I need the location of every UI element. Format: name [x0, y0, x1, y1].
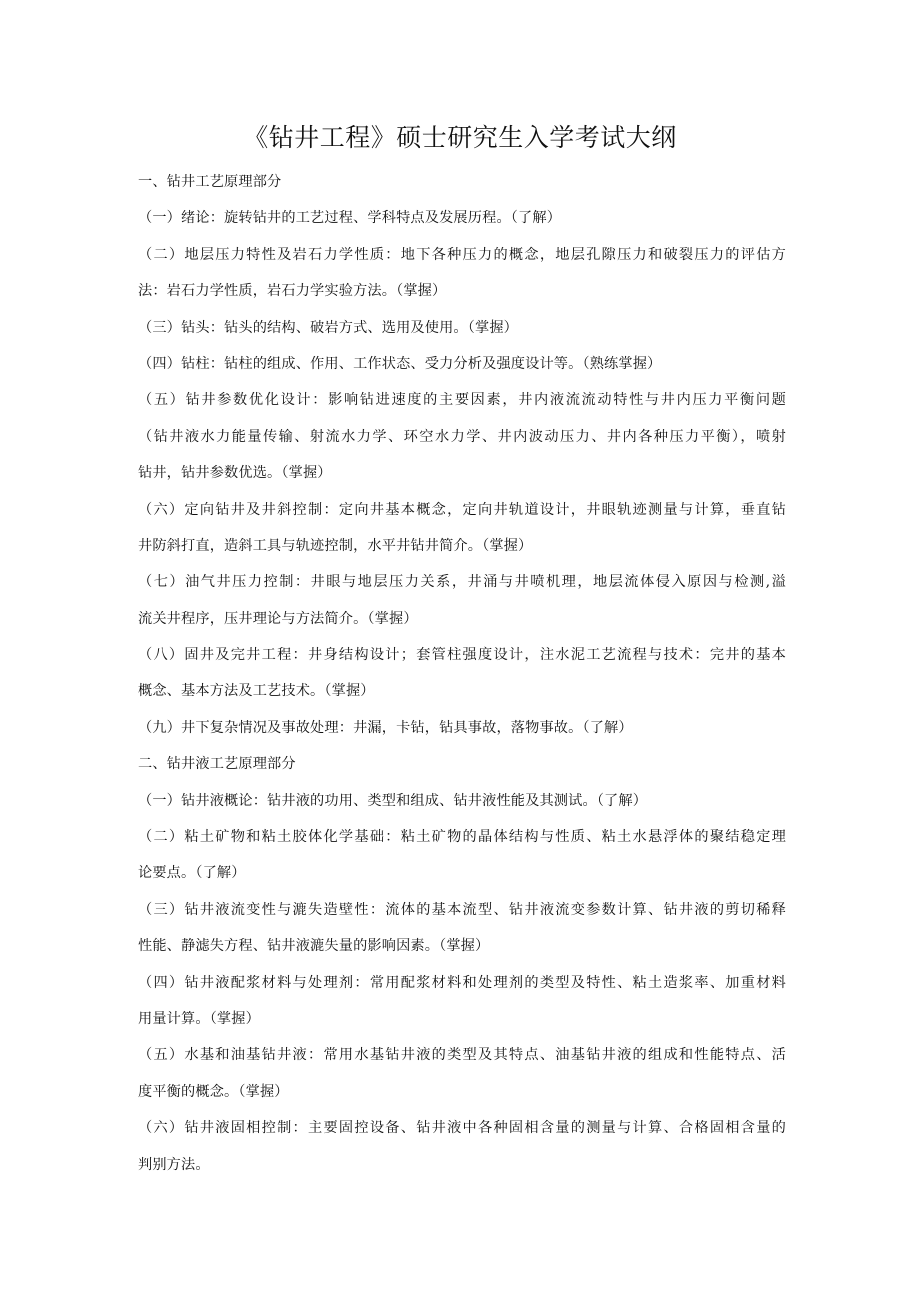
text-line: （三）钻井液流变性与漉失造壁性：流体的基本流型、钻井液流变参数计算、钻井液的剪切稀释: [138, 901, 786, 918]
text-line: 判别方法。: [138, 1156, 210, 1173]
text-line: （二）地层压力特性及岩石力学性质：地下各种压力的概念，地层孔隙压力和破裂压力的评估方: [138, 246, 786, 263]
text-line: （六）定向钻井及井斜控制：定向井基本概念，定向井轨道设计，井眼轨迹测量与计算，垂直钻: [138, 501, 786, 518]
text-line: （五）水基和油基钻井液：常用水基钻井液的类型及其特点、油基钻井液的组成和性能特点、活: [138, 1047, 786, 1064]
text-line: 度平衡的概念。（掌握）: [138, 1083, 289, 1100]
document-body: [138, 164, 786, 1183]
document-title: 《钻井工程》硕士研究生入学考试大纲: [243, 123, 677, 152]
text-line: 概念、基本方法及工艺技术。（掌握）: [138, 683, 375, 700]
text-line: 二、钻井液工艺原理部分: [138, 756, 296, 773]
text-line: （七）油气井压力控制：井眼与地层压力关系，井涌与井喷机理，地层流体侵入原因与检测,溢: [138, 574, 786, 591]
text-line: （八）固井及完井工程：井身结构设计；套管柱强度设计，注水泥工艺流程与技术：完井的基本: [138, 647, 786, 664]
text-line: 井防斜打直，造斜工具与轨迹控制，水平井钻井简介。（掌握）: [138, 537, 533, 554]
text-line: 钻井，钻井参数优选。（掌握）: [138, 465, 332, 482]
text-line: （一）钻井液概论：钻井液的功用、类型和组成、钻井液性能及其测试。（了解）: [138, 792, 648, 809]
text-line: 用量计算。（掌握）: [138, 1010, 260, 1027]
text-line: 法：岩石力学性质，岩石力学实验方法。（掌握）: [138, 283, 447, 300]
text-line: （二）粘土矿物和粘土胶体化学基础：粘土矿物的晶体结构与性质、粘土水悬浮体的聚结稳定理: [138, 829, 786, 846]
text-line: （四）钻井液配浆材料与处理剂：常用配浆材料和处理剂的类型及特性、粘土造浆率、加重材料: [138, 974, 786, 991]
text-line: 一、钻井工艺原理部分: [138, 174, 282, 190]
text-line: （六）钻井液固相控制：主要固控设备、钻井液中各种固相含量的测量与计算、合格固相含量的: [138, 1120, 786, 1137]
text-line: （一）绪论：旋转钻井的工艺过程、学科特点及发展历程。（了解）: [138, 210, 562, 227]
text-line: 论要点。（了解）: [138, 865, 246, 882]
text-line: 流关井程序，压井理论与方法简介。（掌握）: [138, 610, 418, 627]
text-line: 性能、静滤失方程、钻井液漉失量的影响因素。（掌握）: [138, 938, 490, 955]
text-line: （五）钻井参数优化设计：影响钻进速度的主要因素，井内液流流动特性与井内压力平衡问题: [138, 392, 786, 409]
text-line: （九）井下复杂情况及事故处理：井漏，卡钻，钻具事故，落物事故。（了解）: [138, 719, 633, 736]
text-line: （三）钻头：钻头的结构、破岩方式、选用及使用。（掌握）: [138, 319, 519, 336]
text-line: （四）钻柱：钻柱的组成、作用、工作状态、受力分析及强度设计等。（熟练掌握）: [138, 355, 662, 372]
text-line: （钻井液水力能量传输、射流水力学、环空水力学、井内波动压力、井内各种压力平衡），喷射: [138, 428, 786, 445]
